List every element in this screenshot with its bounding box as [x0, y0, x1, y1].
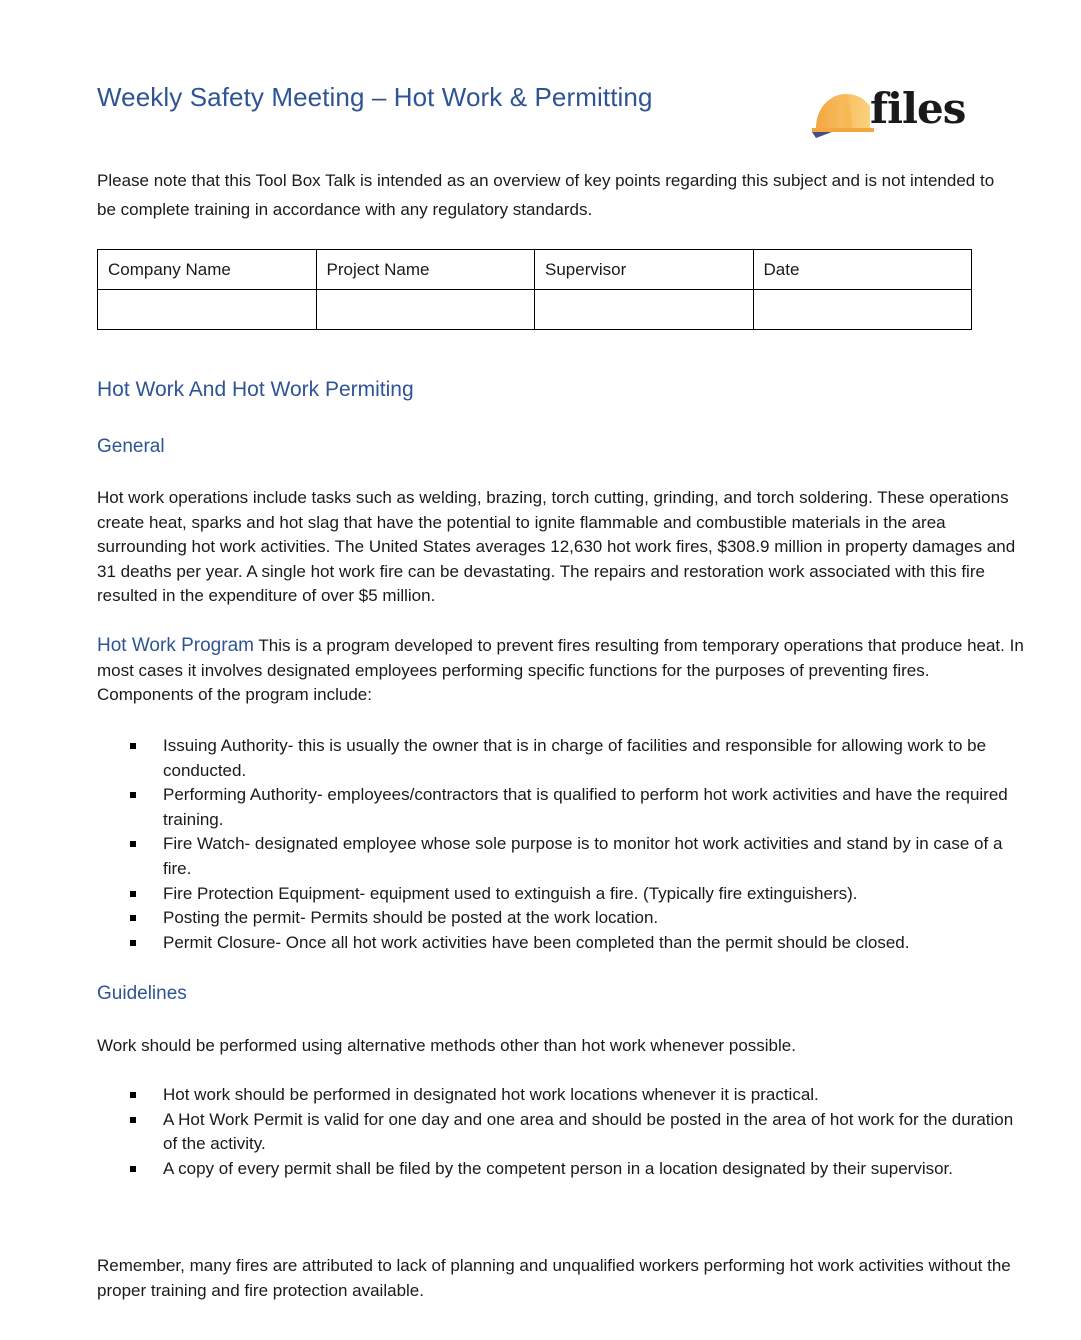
- bullet-icon: [130, 1092, 136, 1098]
- supervisor-field[interactable]: [535, 290, 754, 330]
- list-item: [97, 931, 1027, 956]
- table-header-row: [98, 250, 972, 290]
- bullet-icon: [130, 1166, 136, 1172]
- section-title: Hot Work And Hot Work Permiting: [97, 378, 414, 401]
- general-heading: General: [97, 436, 165, 457]
- list-item-text: Fire Protection Equipment- equipment used to extinguish a fire. (Typically fire extinguishers).: [163, 883, 858, 903]
- company-name-field[interactable]: [98, 290, 317, 330]
- list-item: [97, 1083, 1027, 1108]
- program-paragraph: [97, 634, 1027, 708]
- general-paragraph: Hot work operations include tasks such as welding, brazing, torch cutting, grinding, and torch soldering. These operations create heat, sparks and hot slag that have the potential to ignite flammable and combustible materials in the area surrounding hot work activities. The United States averages 12,630 hot work fires, $308.9 million in property damages and 31 deaths per year. A single hot work fire can be devastating. The repairs and restoration work associated with this fire resulted in the expenditure of over $5 million.: [97, 488, 1016, 606]
- table-input-row: [98, 290, 972, 330]
- list-item: [97, 1157, 1027, 1182]
- date-field[interactable]: [753, 290, 972, 330]
- list-item-text: Hot work should be performed in designated hot work locations whenever it is practical.: [163, 1085, 819, 1104]
- project-name-header: Project Name: [316, 250, 535, 290]
- logo-text: files: [870, 84, 966, 133]
- list-item: [97, 783, 1027, 832]
- bullet-icon: [130, 743, 136, 749]
- date-header: Date: [753, 250, 972, 290]
- page-title: Weekly Safety Meeting – Hot Work & Permitting: [97, 82, 653, 112]
- list-item-text: Issuing Authority- this is usually the owner that is in charge of facilities and responsible for allowing work to be conducted.: [163, 736, 987, 780]
- intro-paragraph: Please note that this Tool Box Talk is intended as an overview of key points regarding this subject and is not intended to be complete training in accordance with any regulatory standards.: [97, 171, 995, 219]
- list-item: [97, 734, 1027, 783]
- list-item: [97, 906, 1027, 931]
- list-item-text: A copy of every permit shall be filed by the competent person in a location designated by their supervisor.: [163, 1158, 954, 1178]
- list-item-text: Fire Watch- designated employee whose sole purpose is to monitor hot work activities and stand by in case of a fire.: [163, 834, 1003, 878]
- list-item: [97, 882, 1027, 907]
- company-logo: [808, 84, 988, 142]
- closing-paragraph: Remember, many fires are attributed to lack of planning and unqualified workers performing hot work activities without the proper training and fire protection available.: [97, 1256, 1011, 1300]
- list-item-text: Performing Authority- employees/contractors that is qualified to perform hot work activities and have the required training.: [163, 785, 1008, 829]
- guidelines-list: [97, 1083, 1027, 1181]
- list-item: [97, 832, 1027, 881]
- bullet-icon: [130, 792, 136, 798]
- hard-hat-icon: [808, 84, 878, 142]
- project-name-field[interactable]: [316, 290, 535, 330]
- list-item-text: Posting the permit- Permits should be posted at the work location.: [163, 908, 659, 928]
- bullet-icon: [130, 940, 136, 946]
- meeting-info-table: [97, 249, 972, 330]
- bullet-icon: [130, 915, 136, 921]
- bullet-icon: [130, 841, 136, 847]
- bullet-icon: [130, 1117, 136, 1123]
- program-components-list: [97, 734, 1027, 955]
- list-item: [97, 1108, 1027, 1157]
- bullet-icon: [130, 891, 136, 897]
- list-item-text: A Hot Work Permit is valid for one day and one area and should be posted in the area of hot work for the duration of the activity.: [163, 1109, 1014, 1154]
- guidelines-paragraph: Work should be performed using alternative methods other than hot work whenever possible.: [97, 1036, 796, 1055]
- guidelines-heading: Guidelines: [97, 983, 187, 1004]
- list-item-text: Permit Closure- Once all hot work activities have been completed than the permit should be closed.: [163, 932, 910, 952]
- supervisor-header: Supervisor: [535, 250, 754, 290]
- program-text: This is a program developed to prevent fires resulting from temporary operations that produce heat. In most cases it involves designated employees performing specific functions for the purposes of preventing fires. Components of the program include:: [97, 636, 1024, 705]
- program-lead: Hot Work Program: [97, 635, 254, 656]
- company-name-header: Company Name: [98, 250, 317, 290]
